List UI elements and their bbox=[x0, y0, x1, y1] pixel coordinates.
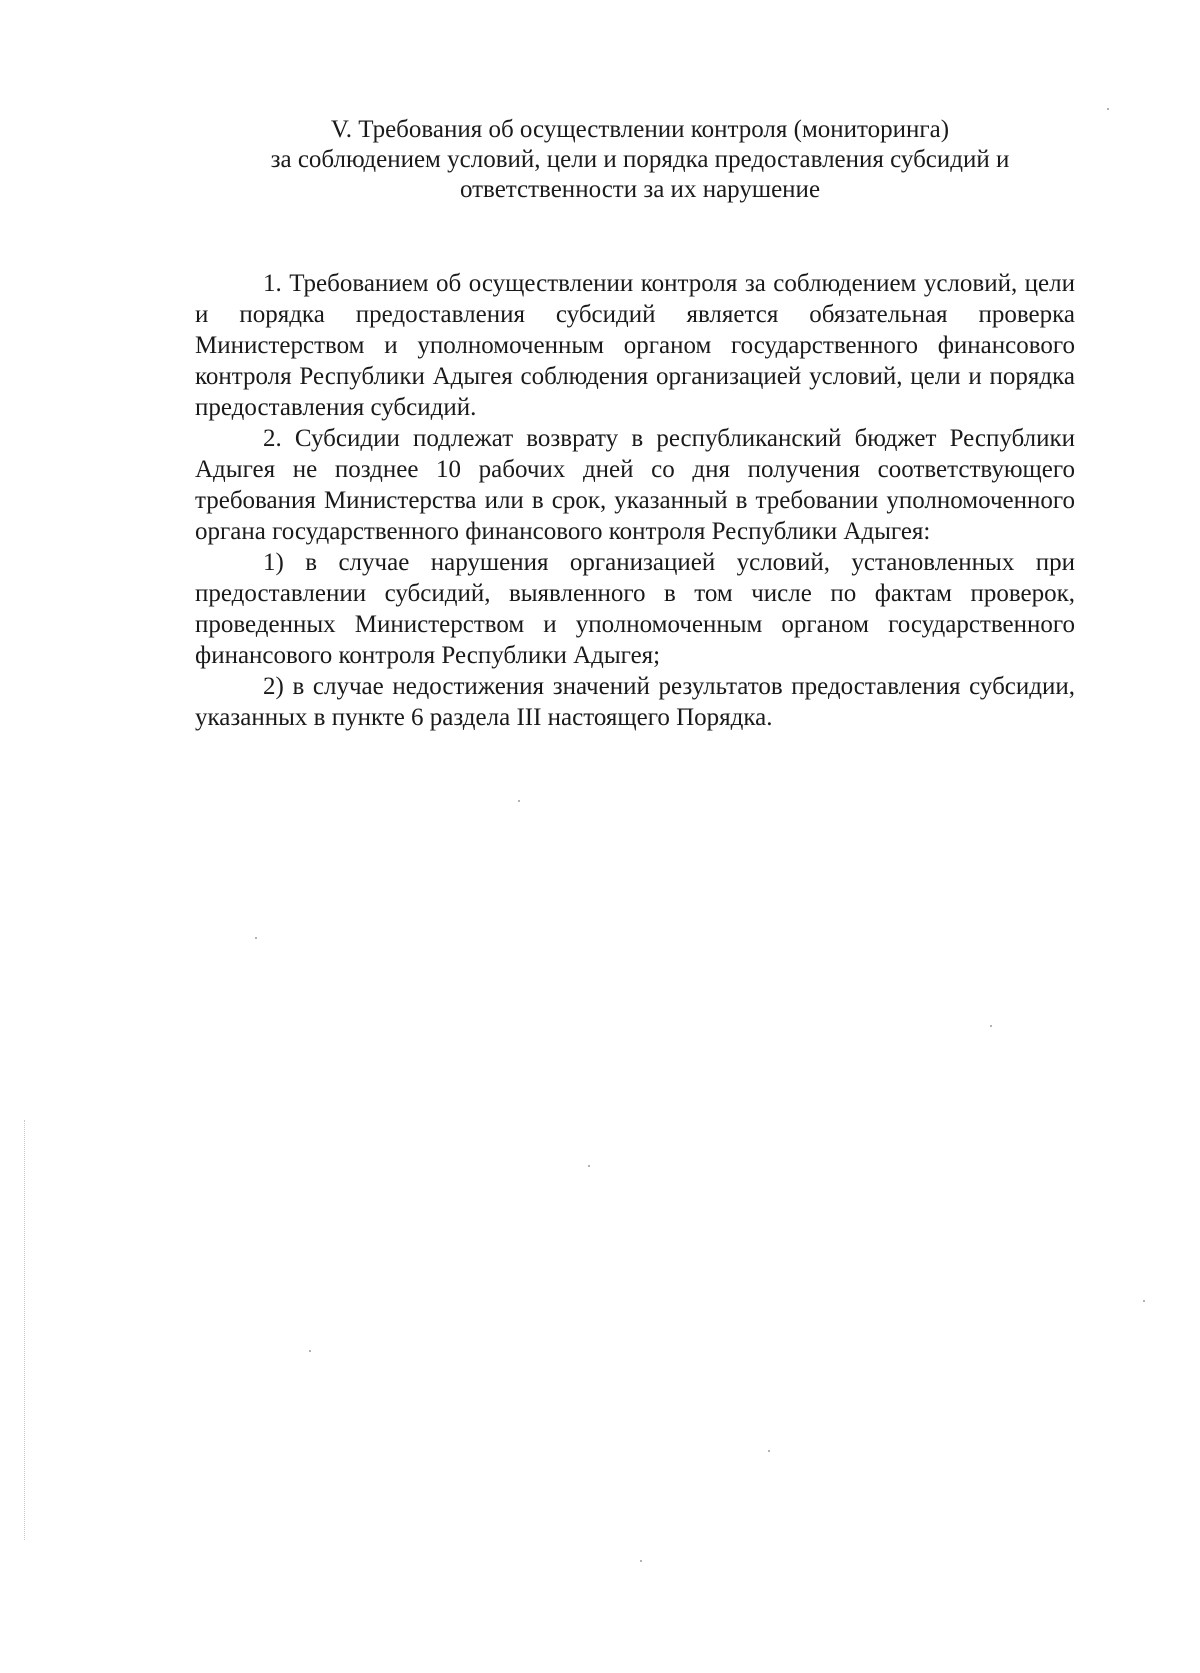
paragraph-item-2: 2. Субсидии подлежат возврату в республиканский бюджет Республики Адыгея не позднее 10 рабочих дней со дня получения соответствующего требования Министерства или в срок, указанный в требовании уполномоченного органа государственного финансового контроля Республики Адыгея: bbox=[195, 425, 1075, 545]
scan-speck bbox=[1107, 108, 1109, 110]
section-heading-line-2: за соблюдением условий, цели и порядка предоставления субсидий и bbox=[270, 146, 1010, 173]
section-heading-line-3: ответственности за их нарушение bbox=[459, 176, 821, 203]
scan-speck bbox=[588, 1165, 590, 1167]
scan-speck bbox=[1143, 1300, 1145, 1302]
section-heading-line-1: V. Требования об осуществлении контроля (мониторинга) bbox=[330, 116, 950, 143]
scan-speck bbox=[990, 1025, 992, 1027]
section-heading bbox=[160, 115, 1120, 205]
paragraph-subitem-1: 1) в случае нарушения организацией условий, установленных при предоставлении субсидий, выявленного в том числе по фактам проверок, проведенных Министерством и уполномоченным органом государственного финансового контроля Республики Адыгея; bbox=[195, 549, 1075, 669]
scan-speck bbox=[255, 937, 257, 939]
scan-speck bbox=[518, 800, 520, 802]
scan-speck bbox=[309, 1350, 311, 1352]
scan-speck bbox=[640, 1560, 642, 1562]
scan-speck bbox=[768, 1450, 770, 1452]
document-body bbox=[195, 268, 1075, 733]
paragraph-item-1: 1. Требованием об осуществлении контроля за соблюдением условий, цели и порядка предоставления субсидий является обязательная проверка Министерством и уполномоченным органом государственного финансового контроля Республики Адыгея соблюдения организацией условий, цели и порядка предоставления субсидий. bbox=[195, 270, 1075, 421]
scan-edge-artifact bbox=[24, 1120, 26, 1540]
paragraph-subitem-2: 2) в случае недостижения значений результатов предоставления субсидии, указанных в пункте 6 раздела III настоящего Порядка. bbox=[195, 673, 1075, 731]
